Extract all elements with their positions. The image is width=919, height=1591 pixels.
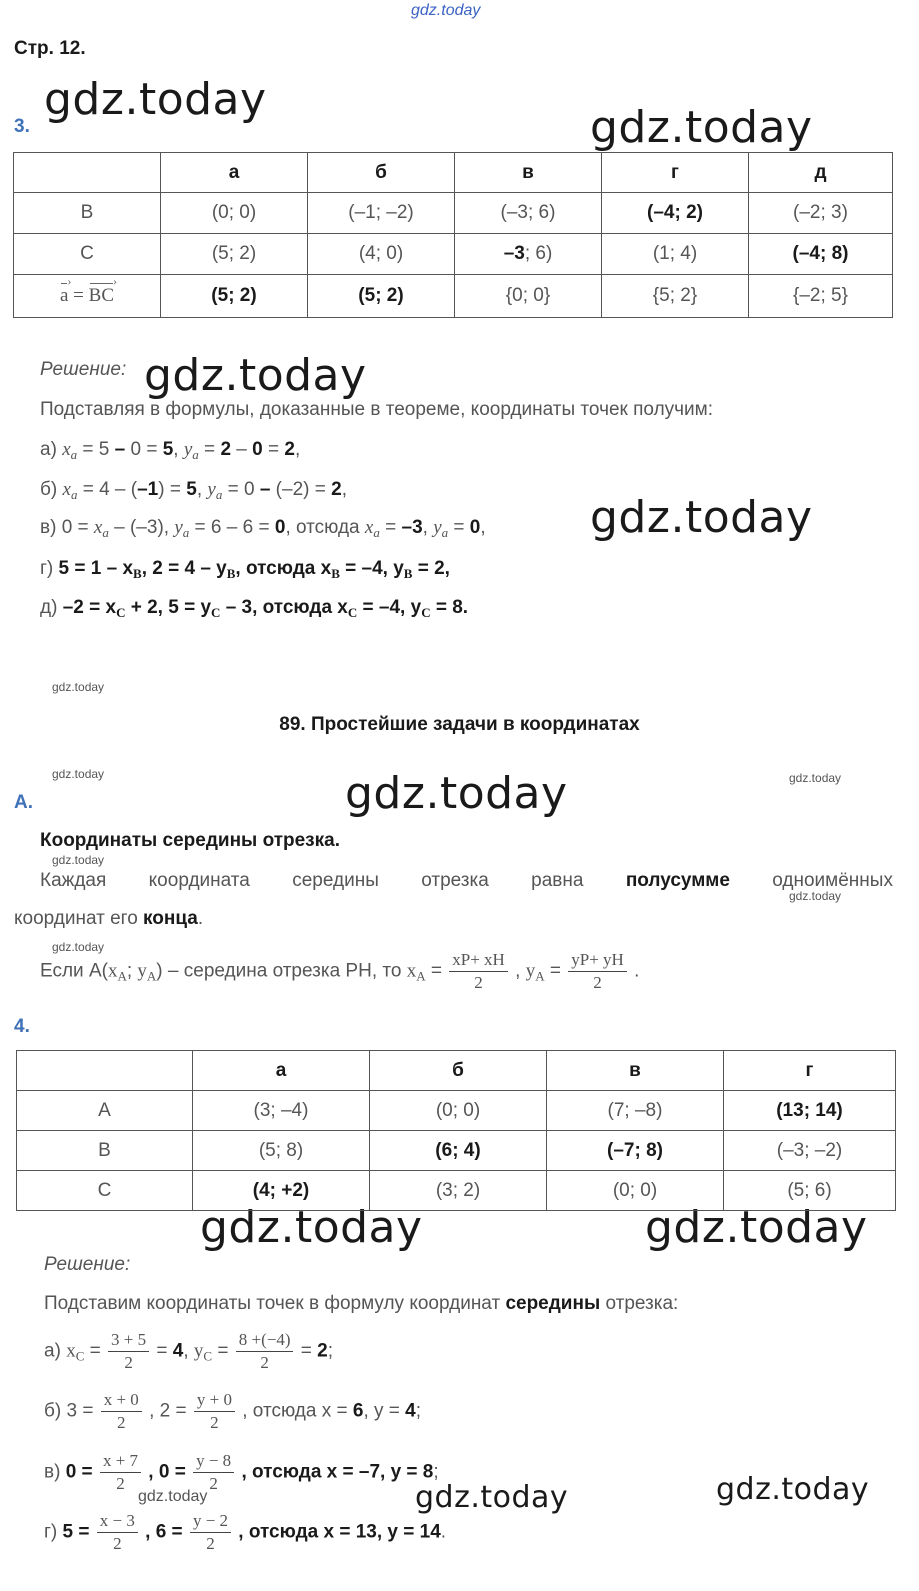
table-row xyxy=(17,1091,896,1131)
solution-line-b: б) 3 = $\frac{x + 0}{2}$ , 2 = $\frac{y + 0}{2}$ , отсюда x = 6, y = 4; xyxy=(44,1390,422,1432)
fraction: $\frac{x + 7}{2}$ xyxy=(100,1451,141,1494)
table-cell: (5; 2) xyxy=(308,275,455,318)
fraction: $\frac{xP+ xH}{2}$ xyxy=(449,950,508,993)
table-header-cell: а xyxy=(193,1051,370,1091)
row-label: C xyxy=(17,1171,193,1211)
table-cell: {0; 0} xyxy=(455,275,602,318)
table-header-cell: б xyxy=(308,153,455,193)
table-cell: (6; 4) xyxy=(370,1131,547,1171)
midpoint-formula: Если $А(x_A$; $y_A$) – середина отрезка PH, то $x_A$ = $\frac{xP+ xH}{2}$ , $y_A$ = $\frac{yP+ yH}{2}$ . xyxy=(40,950,640,992)
solution-line-d: д) $-2 = x_C + 2$, $5 = y_C - 3$, отсюда $x_C = -4$, $y_C = 8$. xyxy=(40,597,469,620)
table-cell: (0; 0) xyxy=(161,193,308,234)
solution-line-g: г) $5 = 1 - x_B$, $2 = 4 - y_B$, отсюда $x_B = -4$, $y_B = 2$, xyxy=(40,558,450,581)
table-cell: (13; 14) xyxy=(724,1091,896,1131)
equals-sign: = xyxy=(73,285,84,306)
table-row xyxy=(14,275,893,318)
section-letter: А. xyxy=(14,792,33,813)
table-cell: (4; +2) xyxy=(193,1171,370,1211)
watermark: gdz.today xyxy=(200,1202,423,1253)
table-cell: (–4; 2) xyxy=(602,193,749,234)
solution-intro: Подставим координаты точек в формулу координат середины отрезка: xyxy=(44,1293,679,1314)
row-label: C xyxy=(14,234,161,275)
table-cell: (–3; 6) xyxy=(455,193,602,234)
solution-line-g: г) 5 = $\frac{x - 3}{2}$ , 6 = $\frac{y - 2}{2}$ , отсюда x = 13, y = 14. xyxy=(44,1511,447,1553)
table-cell: (5; 2) xyxy=(161,275,308,318)
watermark-small: gdz.today xyxy=(789,889,842,903)
solution-label: Решение: xyxy=(40,359,127,380)
table-cell: (4; 0) xyxy=(308,234,455,275)
watermark: gdz.today xyxy=(144,350,367,401)
table-cell: (3; 2) xyxy=(370,1171,547,1211)
section-subtitle: Координаты середины отрезка. xyxy=(40,830,340,851)
table-header-cell: а xyxy=(161,153,308,193)
fraction: $\frac{y - 2}{2}$ xyxy=(190,1511,231,1554)
table-cell: (0; 0) xyxy=(547,1171,724,1211)
table-cell: {–2; 5} xyxy=(749,275,893,318)
table-row xyxy=(14,234,893,275)
watermark: gdz.today xyxy=(645,1202,868,1253)
task4-number: 4. xyxy=(14,1016,30,1037)
table-header-cell xyxy=(17,1051,193,1091)
row-label: B xyxy=(14,193,161,234)
rule-paragraph-line1: Каждая координата середины отрезка равна полусумме одноимённых xyxy=(40,870,893,891)
table-cell: (5; 6) xyxy=(724,1171,896,1211)
fraction: $\frac{yP+ yH}{2}$ xyxy=(568,950,627,993)
watermark-small: gdz.today xyxy=(52,853,105,867)
table-cell: (–3; –2) xyxy=(724,1131,896,1171)
fraction: $\frac{8 +(-4)}{2}$ xyxy=(236,1330,294,1373)
table-cell: (7; –8) xyxy=(547,1091,724,1131)
solution-line-a: а) $x_C$ = $\frac{3 + 5}{2}$ = 4, $y_C$ = $\frac{8 +(-4)}{2}$ = 2; xyxy=(44,1330,333,1372)
table-cell: (–1; –2) xyxy=(308,193,455,234)
watermark-small: gdz.today xyxy=(52,767,105,781)
watermark-small: gdz.today xyxy=(52,940,105,954)
table-cell: (3; –4) xyxy=(193,1091,370,1131)
table-header-cell: г xyxy=(602,153,749,193)
task3-number: 3. xyxy=(14,116,30,137)
solution-label: Решение: xyxy=(44,1254,131,1275)
solution-intro: Подставляя в формулы, доказанные в теореме, координаты точек получим: xyxy=(40,399,714,420)
row-label: A xyxy=(17,1091,193,1131)
watermark: gdz.today xyxy=(345,768,568,819)
section-title: 89. Простейшие задачи в координатах xyxy=(279,714,640,735)
watermark: gdz.today xyxy=(716,1472,870,1507)
table-header-cell: в xyxy=(455,153,602,193)
table-cell: (–7; 8) xyxy=(547,1131,724,1171)
fraction: $\frac{x - 3}{2}$ xyxy=(97,1511,138,1554)
page-label: Стр. 12. xyxy=(14,38,86,59)
table-row xyxy=(17,1171,896,1211)
solution-line-b: б) $x_a = 4 - (-1) = 5$, $y_a = 0 - (-2) = 2$, xyxy=(40,479,347,502)
watermark: gdz.today xyxy=(590,492,813,543)
table-header-cell: д xyxy=(749,153,893,193)
table-cell: (5; 8) xyxy=(193,1131,370,1171)
table-cell: (0; 0) xyxy=(370,1091,547,1131)
fraction: $\frac{y + 0}{2}$ xyxy=(194,1390,235,1433)
vector-a: a › xyxy=(60,285,68,307)
task3-table xyxy=(13,152,893,318)
fraction: $\frac{x + 0}{2}$ xyxy=(101,1390,142,1433)
table-cell: (1; 4) xyxy=(602,234,749,275)
table-cell: (–2; 3) xyxy=(749,193,893,234)
vector-bc: BC › xyxy=(89,285,114,307)
solution-line-v: в) $0 = x_a - (-3)$, $y_a = 6 - 6 = 0$, отсюда $x_a = -3$, $y_a = 0$, xyxy=(40,517,486,540)
solution-line-v: в) 0 = $\frac{x + 7}{2}$ , 0 = $\frac{y - 8}{2}$ , отсюда x = –7, y = 8; xyxy=(44,1451,439,1493)
table-row xyxy=(14,193,893,234)
watermark-small: gdz.today xyxy=(789,771,842,785)
watermark-small: gdz.today xyxy=(52,680,105,694)
row-label-vector xyxy=(14,275,161,318)
watermark: gdz.today xyxy=(590,102,813,153)
solution-line-a: а) $x_a = 5 - 0 = 5$, $y_a = 2 - 0 = 2$, xyxy=(40,439,301,462)
row-label: B xyxy=(17,1131,193,1171)
table-header-cell: в xyxy=(547,1051,724,1091)
table-header-cell xyxy=(14,153,161,193)
fraction: $\frac{y - 8}{2}$ xyxy=(193,1451,234,1494)
table-cell: {5; 2} xyxy=(602,275,749,318)
task4-table xyxy=(16,1050,896,1211)
watermark: gdz.today xyxy=(44,74,267,125)
table-header-cell: б xyxy=(370,1051,547,1091)
table-cell: –3; 6) xyxy=(455,234,602,275)
watermark-small: gdz.today xyxy=(138,1488,208,1505)
table-header-cell: г xyxy=(724,1051,896,1091)
fraction: $\frac{3 + 5}{2}$ xyxy=(108,1330,149,1373)
watermark: gdz.today xyxy=(415,1480,569,1515)
table-cell: (5; 2) xyxy=(161,234,308,275)
rule-paragraph-line2: координат его конца. xyxy=(14,908,204,929)
table-cell: (–4; 8) xyxy=(749,234,893,275)
top-watermark: gdz.today xyxy=(411,2,481,19)
table-row xyxy=(17,1131,896,1171)
